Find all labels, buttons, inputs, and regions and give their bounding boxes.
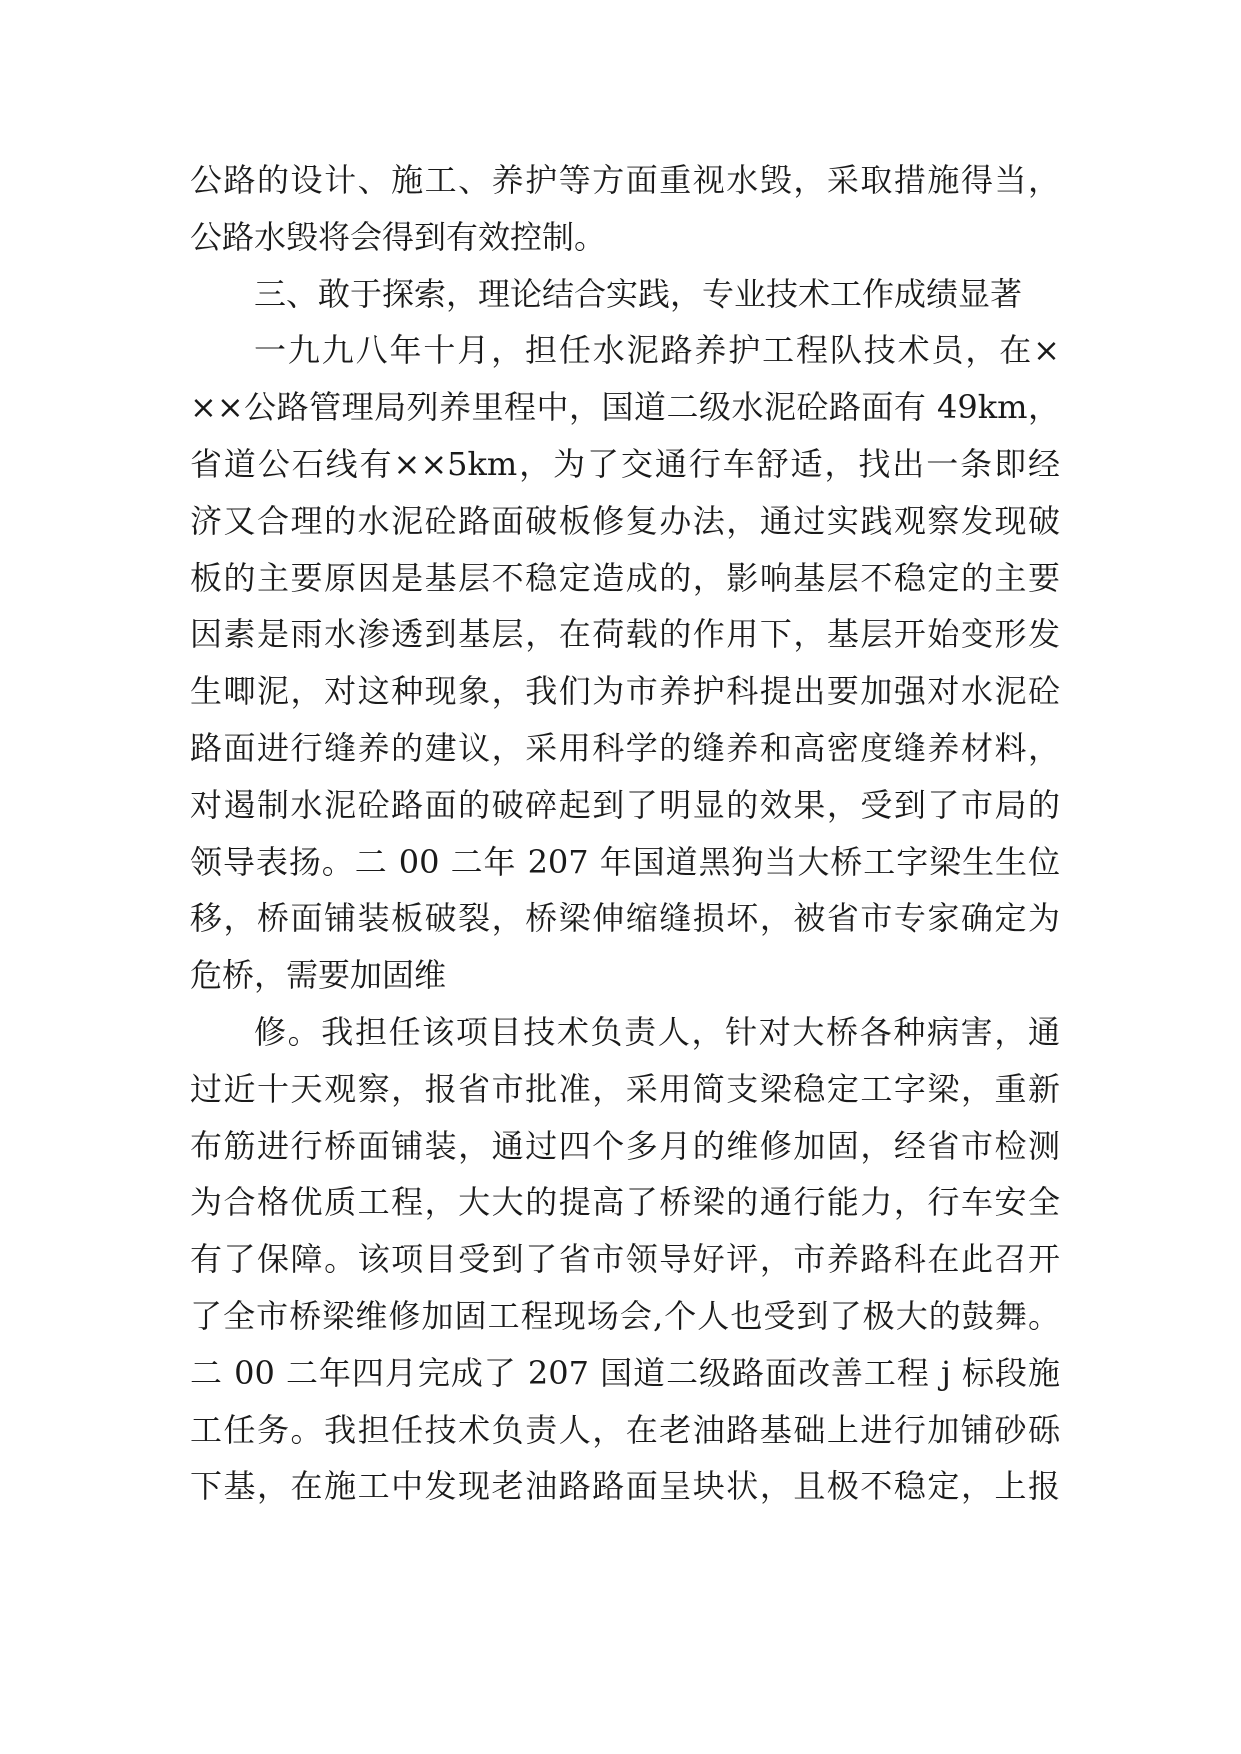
text-line: ××公路管理局列养里程中，国道二级水泥砼路面有 49km，: [190, 388, 1060, 427]
text-line: 因素是雨水渗透到基层，在荷载的作用下，基层开始变形发: [190, 615, 1060, 654]
section-heading: 三、敢于探索，理论结合实践，专业技术工作成绩显著: [254, 274, 1023, 313]
text-line: 省道公石线有××5km，为了交通行车舒适，找出一条即经: [190, 444, 1060, 483]
text-line: 下基，在施工中发现老油路路面呈块状，且极不稳定，上报: [190, 1467, 1060, 1506]
text-line: 工任务。我担任技术负责人，在老油路基础上进行加铺砂砾: [190, 1410, 1060, 1449]
text-line: 公路的设计、施工、养护等方面重视水毁，采取措施得当，: [190, 161, 1060, 199]
text-line: 危桥，需要加固维: [190, 956, 447, 995]
text-line: 一九九八年十月，担任水泥路养护工程队技术员，在×: [254, 331, 1060, 370]
text-line: 布筋进行桥面铺装，通过四个多月的维修加固，经省市检测: [190, 1126, 1060, 1165]
text-line: 为合格优质工程，大大的提高了桥梁的通行能力，行车安全: [190, 1183, 1060, 1222]
text-line: 济又合理的水泥砼路面破板修复办法，通过实践观察发现破: [190, 501, 1060, 540]
text-line: 板的主要原因是基层不稳定造成的，影响基层不稳定的主要: [190, 558, 1060, 597]
text-line: 有了保障。该项目受到了省市领导好评，市养路科在此召开: [190, 1240, 1060, 1279]
text-line: 路面进行缝养的建议，采用科学的缝养和高密度缝养材料，: [190, 728, 1060, 767]
text-line: 生唧泥，对这种现象，我们为市养护科提出要加强对水泥砼: [190, 672, 1060, 711]
text-line: 过近十天观察，报省市批准，采用简支梁稳定工字梁，重新: [190, 1069, 1060, 1108]
text-line: 移，桥面铺装板破裂，桥梁伸缩缝损坏，被省市专家确定为: [190, 899, 1060, 938]
text-line: 领导表扬。二 00 二年 207 年国道黑狗当大桥工字梁生生位: [190, 842, 1060, 881]
body-text: [190, 152, 1060, 1515]
text-line: 公路水毁将会得到有效控制。: [190, 217, 607, 256]
text-line: 修。我担任该项目技术负责人，针对大桥各种病害，通: [254, 1012, 1060, 1051]
text-line: 了全市桥梁维修加固工程现场会,个人也受到了极大的鼓舞。: [190, 1296, 1060, 1335]
text-line: 二 00 二年四月完成了 207 国道二级路面改善工程 j 标段施: [190, 1353, 1060, 1392]
text-line: 对遏制水泥砼路面的破碎起到了明显的效果，受到了市局的: [190, 785, 1060, 824]
